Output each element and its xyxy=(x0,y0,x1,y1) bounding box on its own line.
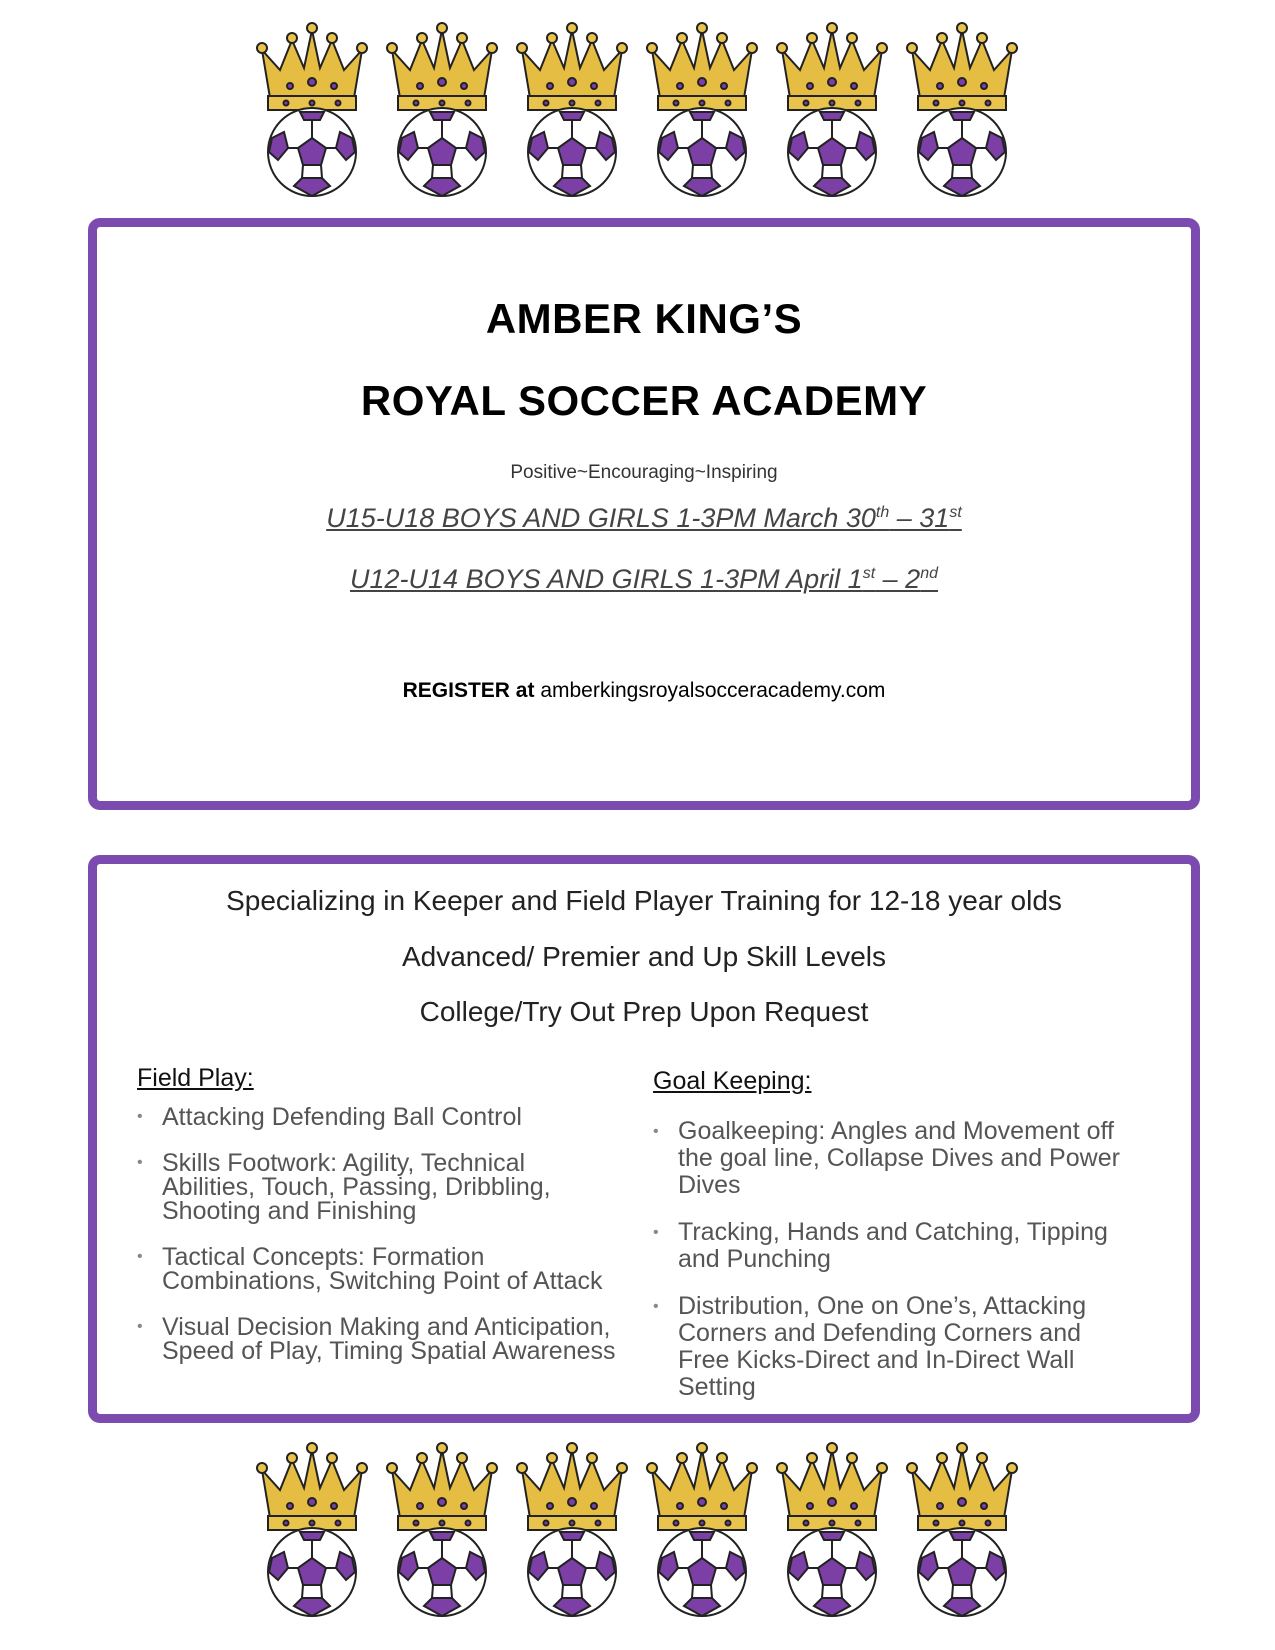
session-2: U12-U14 BOYS AND GIRLS 1-3PM April 1st – 2nd xyxy=(350,564,938,594)
crown-soccer-ball-icon xyxy=(250,20,375,200)
crown-soccer-ball-icon xyxy=(510,1440,635,1620)
crown-soccer-ball-icon xyxy=(640,1440,765,1620)
list-item: • Distribution, One on One’s, Attacking Corners and Defending Corners and Free Kicks-Direct and In-Direct Wall Setting xyxy=(653,1293,1133,1401)
goal-keeping-list xyxy=(653,1118,1133,1401)
details-panel xyxy=(88,855,1200,1423)
list-item: • Attacking Defending Ball Control xyxy=(137,1105,617,1129)
title-line-1: AMBER KING’S xyxy=(485,295,803,342)
field-play-column xyxy=(137,1064,617,1385)
register-label: REGISTER at xyxy=(402,679,535,702)
crown-soccer-ball-icon xyxy=(900,20,1025,200)
list-item: • Skills Footwork: Agility, Technical Abilities, Touch, Passing, Dribbling, Shooting and Finishing xyxy=(137,1151,617,1223)
register-line xyxy=(97,679,1191,703)
top-decoration-row xyxy=(250,20,1025,200)
crown-soccer-ball-icon xyxy=(640,20,765,200)
crown-soccer-ball-icon xyxy=(770,20,895,200)
goal-keeping-heading: Goal Keeping: xyxy=(653,1067,812,1095)
crown-soccer-ball-icon xyxy=(510,20,635,200)
specialty-line-1: Specializing in Keeper and Field Player Training for 12-18 year olds xyxy=(226,885,1062,916)
bottom-decoration-row xyxy=(250,1440,1025,1620)
motto: Positive~Encouraging~Inspiring xyxy=(510,462,778,483)
session-1: U15-U18 BOYS AND GIRLS 1-3PM March 30th – 31st xyxy=(326,503,962,533)
list-item: • Visual Decision Making and Anticipation, Speed of Play, Timing Spatial Awareness xyxy=(137,1315,617,1363)
list-item: • Tracking, Hands and Catching, Tipping and Punching xyxy=(653,1219,1133,1273)
list-item: • Goalkeeping: Angles and Movement off the goal line, Collapse Dives and Power Dives xyxy=(653,1118,1133,1199)
crown-soccer-ball-icon xyxy=(380,1440,505,1620)
title-line-2: ROYAL SOCCER ACADEMY xyxy=(360,377,928,424)
register-url-link[interactable]: amberkingsroyalsocceracademy.com xyxy=(540,679,886,702)
crown-soccer-ball-icon xyxy=(250,1440,375,1620)
list-item: • Tactical Concepts: Formation Combinations, Switching Point of Attack xyxy=(137,1245,617,1293)
field-play-heading: Field Play: xyxy=(137,1064,254,1092)
specialty-line-3: College/Try Out Prep Upon Request xyxy=(419,996,869,1027)
crown-soccer-ball-icon xyxy=(900,1440,1025,1620)
goal-keeping-column xyxy=(653,1067,1133,1421)
specialty-line-2: Advanced/ Premier and Up Skill Levels xyxy=(401,941,886,972)
crown-soccer-ball-icon xyxy=(380,20,505,200)
header-panel xyxy=(88,218,1200,810)
crown-soccer-ball-icon xyxy=(770,1440,895,1620)
field-play-list xyxy=(137,1105,617,1363)
